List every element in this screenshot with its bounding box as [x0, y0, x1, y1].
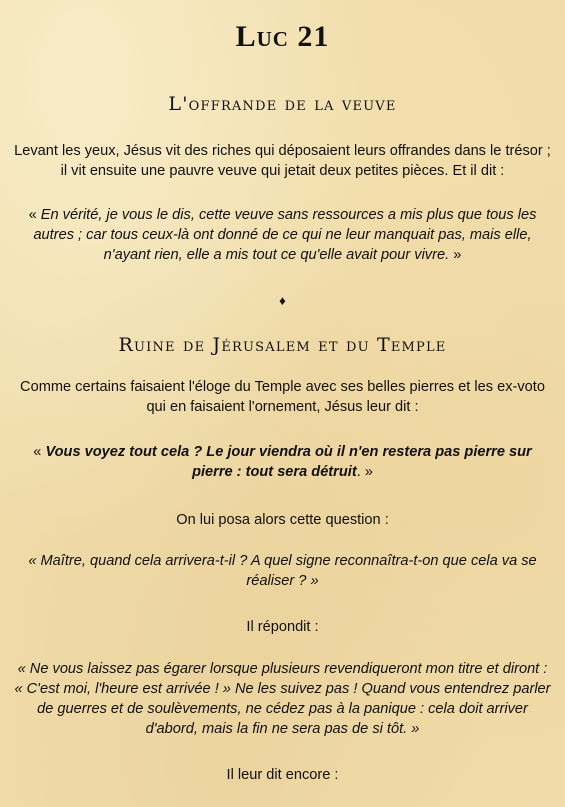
offrande-intro-line-2: il vit ensuite une pauvre veuve qui jetait deux petites pièces. Et il dit :: [60, 163, 505, 179]
question-line-1: « Maître, quand cela arrivera-t-il ? A quel signe reconnaîtra-t-on que cela va se: [28, 553, 537, 569]
page-title: Luc 21: [235, 20, 330, 53]
ruine-bold-quote: [8, 442, 557, 482]
ruine-intro-line-2: qui en faisaient l'ornement, Jésus leur dit :: [146, 399, 419, 415]
bold-quote-line-2: pierre : tout sera détruit: [192, 464, 357, 480]
ruine-intro-line-1: Comme certains faisaient l'éloge du Temple avec ses belles pierres et les ex-voto: [20, 379, 545, 395]
bold-quote-open-mark: «: [33, 444, 46, 460]
answer-quote: [8, 659, 557, 739]
quote-open-mark: «: [28, 207, 41, 223]
offrande-quote-line-2: autres ; car tous ceux-là ont donné de ce qui ne leur manquait pas, mais elle,: [33, 227, 532, 243]
section-heading-offrande: L'offrande de la veuve: [168, 93, 397, 115]
answer-line-1: « Ne vous laissez pas égarer lorsque plusieurs revendiqueront mon titre et diront :: [17, 661, 548, 677]
question-quote: [8, 551, 557, 591]
offrande-intro: [8, 141, 557, 181]
offrande-intro-line-1: Levant les yeux, Jésus vit des riches qui déposaient leurs offrandes dans le trésor ;: [14, 143, 551, 159]
bold-quote-end: . »: [356, 464, 373, 480]
question-intro: On lui posa alors cette question :: [176, 512, 389, 528]
answer-line-2: « C'est moi, l'heure est arrivée ! » Ne les suivez pas ! Quand vous entendrez parler: [14, 681, 551, 697]
question-line-2: réaliser ? »: [246, 573, 319, 589]
answer-line-4: d'abord, mais la fin ne sera pas de si tôt. »: [145, 721, 420, 737]
section-heading-ruine: Ruine de Jérusalem et du Temple: [118, 334, 447, 356]
answer-line-3: de guerres et de soulèvements, ne cédez pas à la panique : cela doit arriver: [37, 701, 528, 717]
offrande-quote-line-3: n'ayant rien, elle a mis tout ce qu'elle avait pour vivre.: [103, 247, 450, 263]
offrande-quote-line-1: En vérité, je vous le dis, cette veuve sans ressources a mis plus que tous les: [40, 207, 537, 223]
offrande-quote: [8, 205, 557, 265]
ruine-intro: [8, 377, 557, 417]
closing-line: Il leur dit encore :: [226, 767, 339, 783]
quote-close-mark: »: [449, 247, 462, 263]
answer-intro: Il répondit :: [246, 619, 319, 635]
bold-quote-line-1: Vous voyez tout cela ? Le jour viendra où il n'en restera pas pierre sur: [45, 444, 532, 460]
diamond-ornament-icon: ♦: [279, 293, 286, 308]
